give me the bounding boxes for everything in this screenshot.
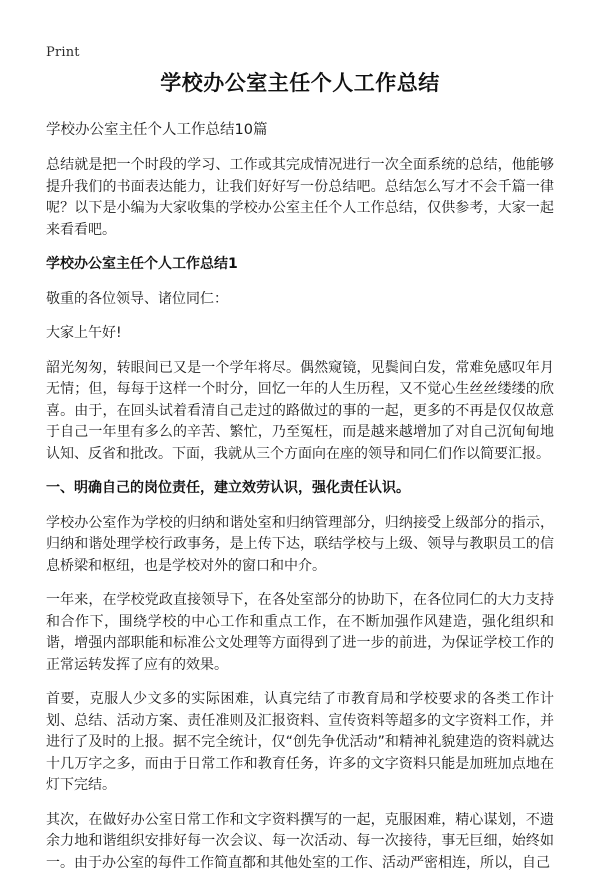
- document-subtitle: 学校办公室主任个人工作总结10篇: [46, 122, 268, 138]
- greeting-line: 大家上午好!: [46, 325, 122, 341]
- body-paragraph-5: 其次，在做好办公室日常工作和文字资料撰写的一起，克服困难，精心谋划，不遗余力地和谐组织安排好每一次会议、每一次活动、每一次接待，事无巨细，始终如一。由于办公室的每件工作简直都和其他处室的工作、活动严密相连，所以，自己: [46, 811, 554, 871]
- print-link[interactable]: Print: [46, 45, 80, 60]
- section-heading-1: 学校办公室主任个人工作总结1: [46, 256, 238, 272]
- page-title: 学校办公室主任个人工作总结: [160, 71, 440, 95]
- salutation-line: 敬重的各位领导、诸位同仁：: [46, 290, 228, 307]
- body-paragraph-2: 学校办公室作为学校的归纳和谐处室和归纳管理部分，归纳接受上级部分的指示，归纳和谐处理学校行政事务，是上传下达，联结学校与上级、领导与教职员工的信息桥梁和枢纽，也是学校对外的窗口和中介。: [46, 514, 554, 574]
- body-paragraph-3: 一年来，在学校党政直接领导下，在各处室部分的协助下，在各位同仁的大力支持和合作下，围绕学校的中心工作和重点工作，在不断加强作风建造，强化组织和谐，增强内部职能和标准公文处理等方面得到了进一步的前进，为保证学校工作的正常运转发挥了应有的效果。: [46, 592, 554, 673]
- subsection-heading-1: 一、明确自己的岗位责任，建立效劳认识，强化责任认识。: [46, 480, 410, 496]
- body-paragraph-1: 韶光匆匆，转眼间已又是一个学年将尽。偶然窥镜，见鬓间白发，常难免感叹年月无情；但，每每于这样一个时分，回忆一年的人生历程，又不觉心生丝丝缕缕的欣喜。由于，在回头试着看清自己走过的路做过的事的一起，更多的不再是仅仅故意于自己一年里有多么的辛苦、繁忙，乃至冤枉，而是越来越增加了对自己沉甸甸地认知、反省和批改。下面，我就从三个方面向在座的领导和同仁们作以简要汇报。: [46, 359, 554, 462]
- intro-paragraph: 总结就是把一个时段的学习、工作或其完成情况进行一次全面系统的总结，他能够提升我们的书面表达能力，让我们好好写一份总结吧。总结怎么写才不会千篇一律呢？以下是小编为大家收集的学校办公室主任个人工作总结，仅供参考，大家一起来看看吧。: [46, 157, 554, 238]
- body-paragraph-4: 首要，克服人少文多的实际困难，认真完结了市教育局和学校要求的各类工作计划、总结、活动方案、责任准则及汇报资料、宣传资料等超多的文字资料工作，并进行了及时的上报。据不完全统计，仅“创先争优活动”和精神礼貌建造的资料就达十几万字之多，而由于日常工作和教育任务，许多的文字资料只能是加班加点地在灯下完结。: [46, 691, 554, 793]
- document-content: [46, 68, 554, 887]
